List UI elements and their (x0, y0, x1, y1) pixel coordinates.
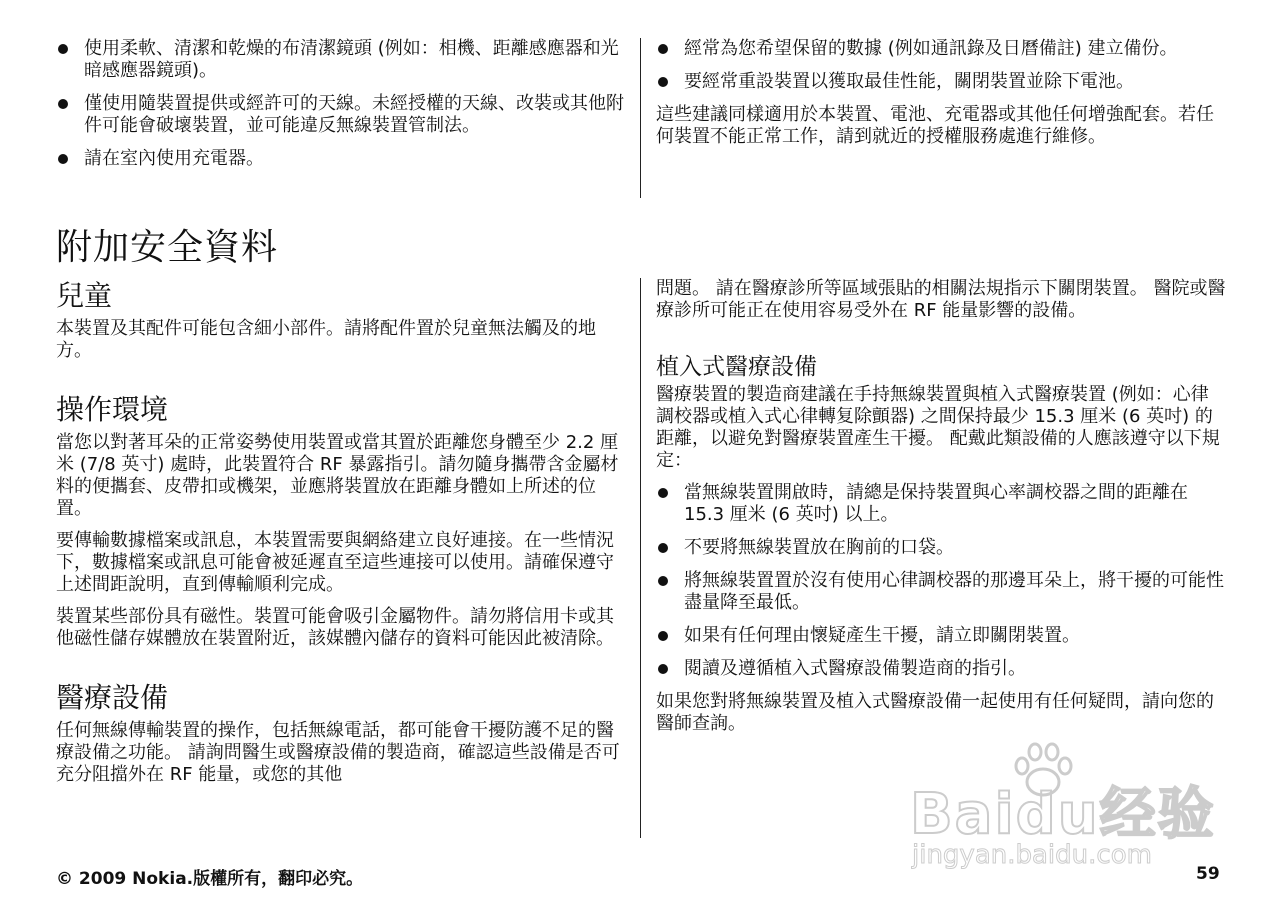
page-title: 附加安全資料 (56, 227, 279, 268)
watermark-url-text: jingyan.baidu.com (912, 840, 1152, 870)
bullet-text: 將無線裝置置於沒有使用心律調校器的那邊耳朵上，將干擾的可能性盡量降至最低。 (684, 570, 1224, 613)
bottom-left-column (56, 278, 628, 796)
bullet-icon (58, 154, 68, 164)
bullet-icon (658, 488, 668, 498)
bullet-text: 閱讀及遵循植入式醫療設備製造商的指引。 (684, 658, 1026, 679)
environment-paragraph: 裝置某些部份具有磁性。裝置可能會吸引金屬物件。請勿將信用卡或其他磁性儲存媒體放在裝置附近，該媒體內儲存的資料可能因此被清除。 (56, 606, 614, 649)
bullet-icon (58, 99, 68, 109)
children-heading: 兒童 (56, 279, 113, 312)
list-item (56, 93, 628, 137)
list-item (656, 625, 1226, 647)
top-right-column (656, 38, 1226, 158)
column-divider-top (640, 38, 641, 198)
bullet-text: 請在室內使用充電器。 (84, 148, 264, 169)
page-number: 59 (1196, 864, 1220, 884)
service-paragraph: 這些建議同樣適用於本裝置、電池、充電器或其他任何增強配套。若任何裝置不能正常工作，請到就近的授權服務處進行維修。 (656, 104, 1214, 147)
bullet-text: 使用柔軟、清潔和乾燥的布清潔鏡頭 (例如：相機、距離感應器和光暗感應器鏡頭)。 (84, 38, 619, 81)
list-item (656, 71, 1226, 93)
section-gap (56, 372, 628, 392)
implant-outro-paragraph: 如果您對將無線裝置及植入式醫療設備一起使用有任何疑問，請向您的醫師查詢。 (656, 691, 1214, 734)
list-item (56, 38, 628, 82)
maintenance-bullet-list (656, 38, 1226, 93)
implant-bullet-list (656, 482, 1226, 680)
care-bullet-list (56, 38, 628, 170)
bullet-icon (658, 44, 668, 54)
bullet-text: 不要將無線裝置放在胸前的口袋。 (684, 537, 954, 558)
column-divider-bottom (640, 278, 641, 838)
section-gap (56, 660, 628, 680)
bullet-text: 經常為您希望保留的數據 (例如通訊錄及日曆備註) 建立備份。 (684, 38, 1178, 59)
section-gap (656, 332, 1226, 352)
bullet-icon (658, 576, 668, 586)
medical-paragraph: 任何無線傳輸裝置的操作，包括無線電話，都可能會干擾防護不足的醫療設備之功能。 請詢問醫生或醫療設備的製造商，確認這些設備是否可充分阻擋外在 RF 能量，或您的其他 (56, 720, 620, 785)
environment-paragraph: 當您以對著耳朵的正常姿勢使用裝置或當其置於距離您身體至少 2.2 厘米 (7/8 英寸) 處時，此裝置符合 RF 暴露指引。請勿隨身攜帶含金屬材料的便攜套、皮帶扣或機架，並應將裝置放在距離身體如上所述的位置。 (56, 432, 619, 519)
list-item (656, 537, 1226, 559)
list-item (56, 148, 628, 170)
medical-continued-paragraph: 問題。 請在醫療診所等區域張貼的相關法規指示下關閉裝置。 醫院或醫療診所可能正在使用容易受外在 RF 能量影響的設備。 (656, 278, 1226, 321)
bullet-text: 當無線裝置開啟時，請總是保持裝置與心率調校器之間的距離在 15.3 厘米 (6 英吋) 以上。 (684, 482, 1188, 525)
watermark-brand-text: Baidu经验 (910, 782, 1216, 847)
bullet-icon (658, 77, 668, 87)
list-item (656, 658, 1226, 680)
environment-heading: 操作環境 (56, 393, 169, 426)
bullet-text: 要經常重設裝置以獲取最佳性能，關閉裝置並除下電池。 (684, 71, 1134, 92)
bullet-text: 如果有任何理由懷疑產生干擾，請立即關閉裝置。 (684, 625, 1080, 646)
bullet-icon (58, 44, 68, 54)
bottom-right-column (656, 278, 1226, 745)
implant-heading: 植入式醫療設備 (656, 354, 817, 380)
environment-paragraph: 要傳輸數據檔案或訊息，本裝置需要與網絡建立良好連接。在一些情況下，數據檔案或訊息可能會被延遲直至這些連接可以使用。請確保遵守上述間距說明，直到傳輸順利完成。 (56, 530, 614, 595)
list-item (656, 38, 1226, 60)
bullet-icon (658, 631, 668, 641)
medical-heading: 醫療設備 (56, 681, 169, 714)
top-left-column (56, 38, 628, 181)
bullet-icon (658, 543, 668, 553)
implant-intro-paragraph: 醫療裝置的製造商建議在手持無線裝置與植入式醫療裝置 (例如：心律調校器或植入式心律轉复除顫器) 之間保持最少 15.3 厘米 (6 英吋) 的距離，以避免對醫療裝置產生干擾。 配戴此類設備的人應該遵守以下規定： (656, 384, 1220, 471)
baidu-watermark (900, 740, 1220, 890)
children-paragraph: 本裝置及其配件可能包含細小部件。請將配件置於兒童無法觸及的地方。 (56, 318, 596, 361)
footer-copyright: © 2009 Nokia.版權所有，翻印必究。 (56, 869, 364, 889)
list-item (656, 482, 1226, 526)
bullet-icon (658, 664, 668, 674)
bullet-text: 僅使用隨裝置提供或經許可的天線。未經授權的天線、改裝或其他附件可能會破壞裝置，並可能違反無線裝置管制法。 (84, 93, 624, 136)
list-item (656, 570, 1226, 614)
